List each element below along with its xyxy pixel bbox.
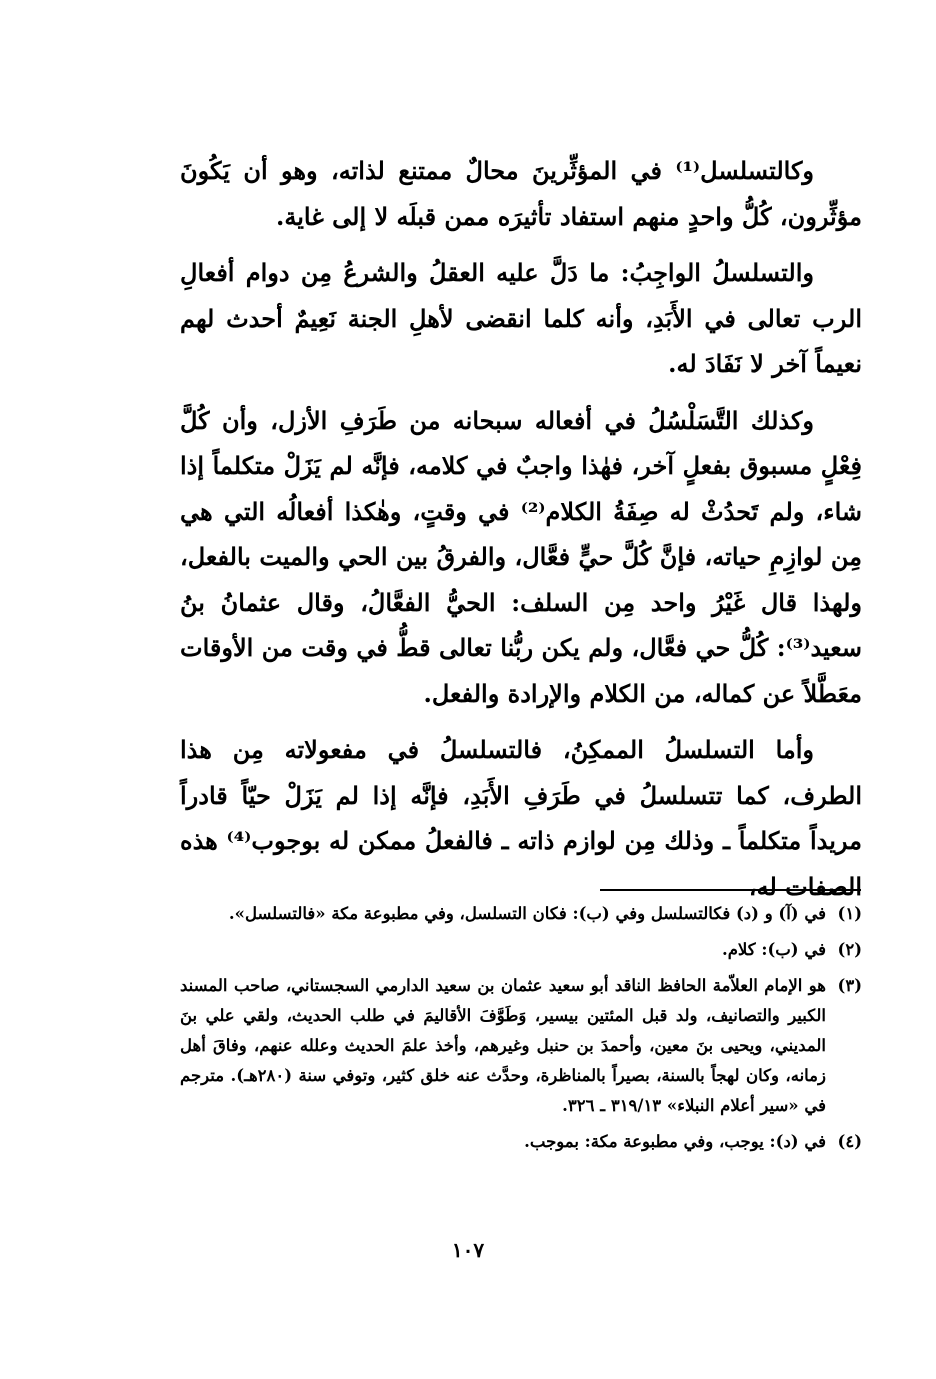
footnote-3 [180, 971, 862, 1121]
footnote-separator [600, 889, 861, 891]
footnote-text: في (ب): كلام. [721, 940, 826, 959]
footnote-text: في (آ) و (د) فكالتسلسل وفي (ب): فكان التسلسل، وفي مطبوعة مكة «فالتسلسل». [228, 904, 826, 923]
footnote-number: (١) [837, 904, 862, 923]
footnote-number: (٤) [837, 1132, 862, 1151]
paragraph-1: وكالتسلسل⁽¹⁾ في المؤثِّرينَ محالٌ ممتنع لذاته، وهو أن يَكُونَ مؤثِّرون، كُلُّ واحدٍ منهم استفاد تأثيرَه ممن قبلَه لا إلى غاية. [180, 156, 862, 231]
footnote-2 [180, 935, 862, 965]
paragraph-4: وأما التسلسلُ الممكِنُ، فالتسلسلُ في مفعولاته مِن هذا الطرف، كما تتسلسلُ في طَرَفِ الأَبَدِ، فإنَّه إذا لم يَزَلْ حيّاً قادراً مريداً متكلماً ـ وذلك مِن لوازم ذاته ـ فالفعلُ ممكن له بوجوب⁽⁴⁾ هذه الصفات له، [180, 735, 862, 901]
footnote-number: (٢) [837, 940, 862, 959]
footnotes [180, 899, 862, 1163]
paragraph-2: والتسلسلُ الواجِبُ: ما دَلَّ عليه العقلُ والشرعُ مِن دوام أفعالِ الرب تعالى في الأَبَدِ، وأنه كلما انقضى لأهلِ الجنة نَعِيمٌ أحدث لهم نعيماً آخر لا نَفَادَ له. [180, 258, 862, 378]
footnote-4 [180, 1127, 862, 1157]
paragraph-3: وكذلك التَّسَلْسُلُ في أفعاله سبحانه من طَرَفِ الأزل، وأن كُلَّ فِعْلٍ مسبوق بفعلٍ آخر، فهٰذا واجبٌ في كلامه، فإنَّه لم يَزَلْ متكلماً إذا شاء، ولم تَحدُثْ له صِفَةُ الكلام⁽²⁾ في وقتٍ، وهٰكذا أفعالُه التي هي مِن لوازِمِ حياته، فإنَّ كُلَّ حيٍّ فعَّال، والفرقُ بين الحي والميت بالفعل، ولهذا قال غَيْرُ واحد مِن السلف: الحيُّ الفعَّالُ، وقال عثمانُ بنُ سعيد⁽³⁾: كُلُّ حي فعَّال، ولم يكن ربُّنا تعالى قطُّ في وقت من الأوقات معَطَّلاً عن كماله، من الكلام والإرادة والفعل. [180, 405, 862, 708]
main-text [180, 148, 862, 920]
footnote-text: هو الإمام العلاّمة الحافظ الناقد أبو سعيد عثمان بن سعيد الدارمي السجستاني، صاحب المسند الكبير والتصانيف، ولد قبل المئتين بيسير، وَطَوَّفَ الأقاليمَ في طلب الحديث، ولقي علي بنَ المديني، ويحيى بنَ معين، وأحمدَ بن حنبل وغيرهم، وأخذ علمَ الحديث وعلله عنهم، وفاقَ أهل زمانه، وكان لهجاً بالسنة، بصيراً بالمناظرة، وحدَّث عنه خلق كثير، وتوفي سنة (٢٨٠هـ). مترجم في «سير أعلام النبلاء» ٣١٩/١٣ ـ ٣٢٦. [180, 976, 826, 1115]
footnote-1 [180, 899, 862, 929]
footnote-text: في (د): يوجب، وفي مطبوعة مكة: بموجب. [524, 1132, 826, 1151]
page-number: ١٠٧ [451, 1238, 485, 1262]
footnote-number: (٣) [837, 976, 862, 995]
